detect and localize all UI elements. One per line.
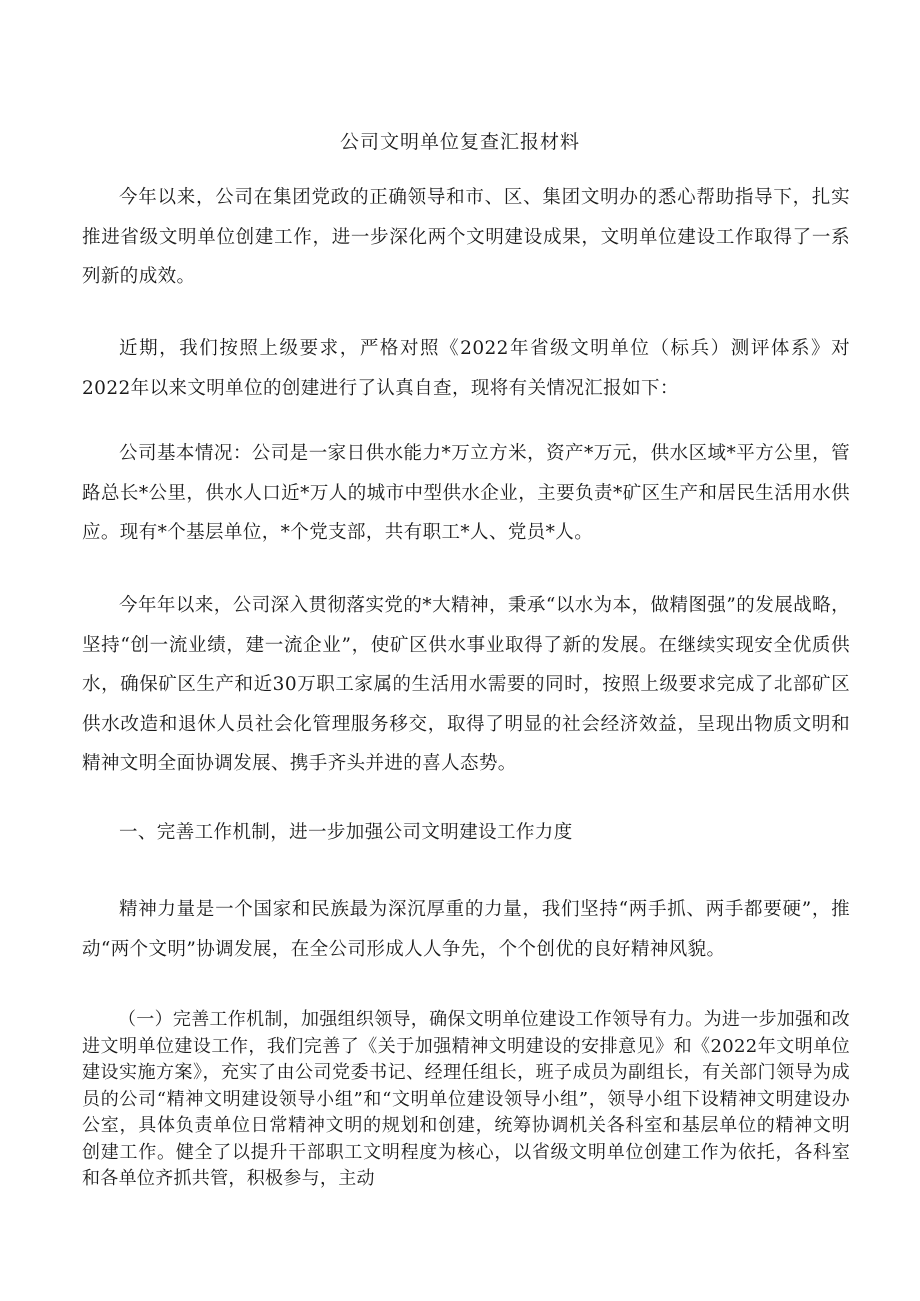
paragraph-spiritual-strength: 精神力量是一个国家和民族最为深沉厚重的力量，我们坚持“两手抓、两手都要硬”，推动“两个文明”协调发展，在全公司形成人人争先，个个创优的良好精神风貌。 xyxy=(82,899,850,960)
paragraph-company-overview: 公司基本情况：公司是一家日供水能力*万立方米，资产*万元，供水区域*平方公里，管路总长*公里，供水人口近*万人的城市中型供水企业，主要负责*矿区生产和居民生活用水供应。现有*个基层单位，*个党支部，共有职工*人、党员*人。 xyxy=(82,443,850,543)
paragraph-intro: 今年以来，公司在集团党政的正确领导和市、区、集团文明办的悉心帮助指导下，扎实推进省级文明单位创建工作，进一步深化两个文明建设成果，文明单位建设工作取得了一系列新的成效。 xyxy=(82,187,850,287)
paragraph-self-check: 近期，我们按照上级要求，严格对照《2022年省级文明单位（标兵）测评体系》对2022年以来文明单位的创建进行了认真自查，现将有关情况汇报如下： xyxy=(82,338,850,399)
paragraph-annual-progress: 今年年以来，公司深入贯彻落实党的*大精神，秉承“以水为本，做精图强”的发展战略，坚持“创一流业绩，建一流企业”，使矿区供水事业取得了新的发展。在继续实现安全优质供水，确保矿区生产和近30万职工家属的生活用水需要的同时，按照上级要求完成了北部矿区供水改造和退休人员社会化管理服务移交，取得了明显的社会经济效益，呈现出物质文明和精神文明全面协调发展、携手齐头并进的喜人态势。 xyxy=(82,595,850,774)
document-title: 公司文明单位复查汇报材料 xyxy=(339,131,580,153)
paragraph-subsection-1: （一）完善工作机制，加强组织领导，确保文明单位建设工作领导有力。为进一步加强和改进文明单位建设工作，我们完善了《关于加强精神文明建设的安排意见》和《2022年文明单位建设实施方案》，充实了由公司党委书记、经理任组长，班子成员为副组长，有关部门领导为成员的公司“精神文明建设领导小组”和“文明单位建设领导小组”，领导小组下设精神文明建设办公室，具体负责单位日常精神文明的规划和创建，统筹协调机关各科室和基层单位的精神文明创建工作。健全了以提升干部职工文明程度为核心，以省级文明单位创建工作为依托，各科室和各单位齐抓共管，积极参与，主动 xyxy=(82,1009,850,1189)
section-heading-1: 一、完善工作机制，进一步加强公司文明建设工作力度 xyxy=(119,822,573,843)
